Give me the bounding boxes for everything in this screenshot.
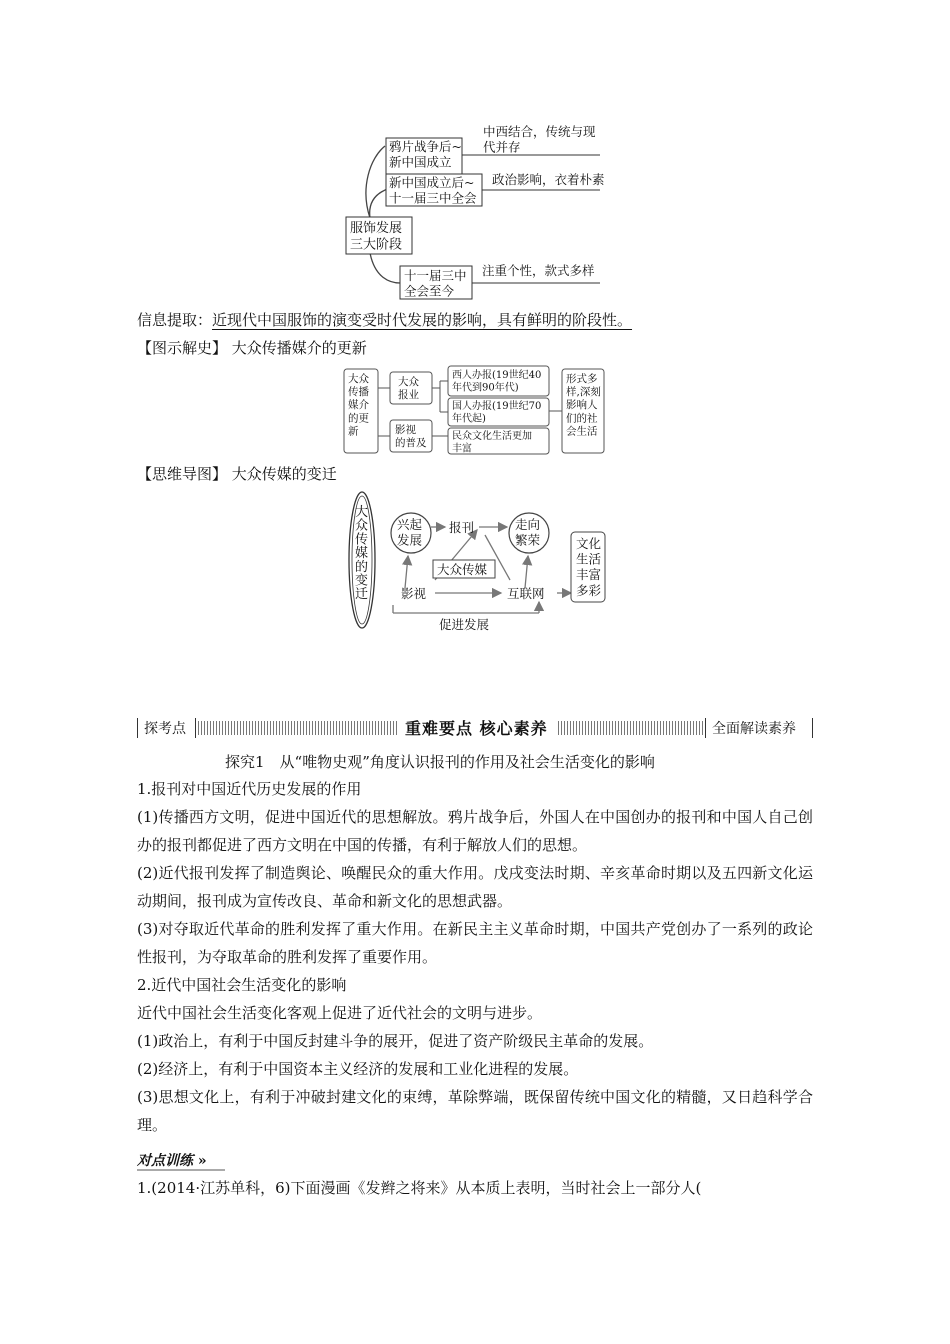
- info-text: 近现代中国服饰的演变受时代发展的影响，具有鲜明的阶段性。: [212, 311, 633, 329]
- banner-title: 重难要点 核心素养: [397, 716, 556, 739]
- tree-branch-3-note: 注重个性，款式多样: [482, 263, 595, 278]
- question-1: 1.(2014·江苏单科，6)下面漫画《发辫之将来》从本质上表明，当时社会上一部分人(: [137, 1179, 702, 1197]
- media-update-diagram: [340, 364, 610, 456]
- mindmap-center-label: 大众传媒: [437, 562, 488, 577]
- heading-2: 2.近代中国社会生活变化的影响: [137, 976, 347, 994]
- banner-left-label: 探考点: [141, 718, 189, 738]
- tree-root-label: 服饰发展三大阶段: [350, 221, 403, 253]
- mindmap-film-label: 影视: [401, 586, 427, 601]
- paragraph-3: (3)对夺取近代革命的胜利发挥了重大作用。在新民主主义革命时期，中国共产党创办了一系列的政论性报刊，为夺取革命的胜利发挥了重要作用。: [137, 920, 813, 966]
- tree-branch-1-label: 鸦片战争后~新中国成立: [389, 139, 462, 170]
- paragraph-7: (3)思想文化上，有利于冲破封建文化的束缚，革除弊端，既保留传统中国文化的精髓，又日趋科学合理。: [137, 1088, 813, 1134]
- section-banner: [137, 716, 813, 740]
- media-mid1-label: 大众报业: [398, 376, 419, 402]
- media-mindmap: [345, 490, 615, 632]
- tree-branch-3-label: 十一届三中全会至今: [404, 268, 467, 299]
- paragraph-2: (2)近代报刊发挥了制造舆论、唤醒民众的重大作用。戊戌变法时期、辛亥革命时期以及五四新文化运动期间，报刊成为宣传改良、革命和新文化的思想武器。: [137, 864, 813, 910]
- section-title-media: 【图示解史】 大众传播媒介的更新: [137, 339, 367, 357]
- media-left-label: 大众传播媒介的更新: [348, 373, 369, 438]
- mindmap-internet-label: 互联网: [507, 586, 545, 601]
- info-extract: [137, 310, 632, 330]
- paragraph-5: (1)政治上，有利于中国反封建斗争的展开，促进了资产阶级民主革命的发展。: [137, 1032, 654, 1050]
- media-r3-label: 民众文化生活更加丰富: [452, 431, 532, 455]
- mindmap-paper-label: 报刊: [449, 520, 475, 535]
- mindmap-culture-label: 文化生活丰富多彩: [576, 536, 602, 598]
- mindmap-rise-label: 兴起发展: [397, 517, 423, 548]
- tree-branch-2-note: 政治影响，衣着朴素: [492, 172, 605, 187]
- media-r1-label: 西人办报(19世纪40 年代到90年代): [452, 370, 542, 394]
- double-chevron-icon: »: [197, 1153, 207, 1169]
- media-final-label: 形式多样,深刻影响人们的社会生活: [566, 373, 601, 438]
- tree-branch-2-label: 新中国成立后~十一届三中全会: [389, 175, 477, 206]
- paragraph-4: 近代中国社会生活变化客观上促进了近代社会的文明与进步。: [137, 1004, 543, 1022]
- drill-heading: [137, 1150, 207, 1170]
- paragraph-6: (2)经济上，有利于中国资本主义经济的发展和工业化进程的发展。: [137, 1060, 579, 1078]
- media-r2-label: 国人办报(19世纪70 年代起): [452, 401, 542, 425]
- mindmap-oval-label: 大众传媒的变迁: [355, 505, 369, 603]
- heading-1: 1.报刊对中国近代历史发展的作用: [137, 780, 362, 798]
- media-mid2-label: 影视的普及: [395, 424, 427, 450]
- mindmap-promote-label: 促进发展: [439, 617, 490, 632]
- tree-branch-1-note: 中西结合，传统与现代并存: [483, 124, 596, 155]
- clothing-development-tree: [330, 118, 630, 303]
- section-title-mindmap: 【思维导图】 大众传媒的变迁: [137, 465, 337, 483]
- drill-title: 对点训练: [137, 1153, 193, 1169]
- mindmap-prosper-label: 走向繁荣: [515, 517, 541, 548]
- paragraph-1: (1)传播西方文明，促进中国近代的思想解放。鸦片战争后，外国人在中国创办的报刊和中国人自己创办的报刊都促进了西方文明在中国的传播，有利于解放人们的思想。: [137, 808, 813, 854]
- info-prefix: 信息提取：: [137, 311, 213, 329]
- banner-right-label: 全面解读素养: [709, 718, 799, 738]
- inquiry-title: 探究1 从“唯物史观”角度认识报刊的作用及社会生活变化的影响: [225, 753, 655, 771]
